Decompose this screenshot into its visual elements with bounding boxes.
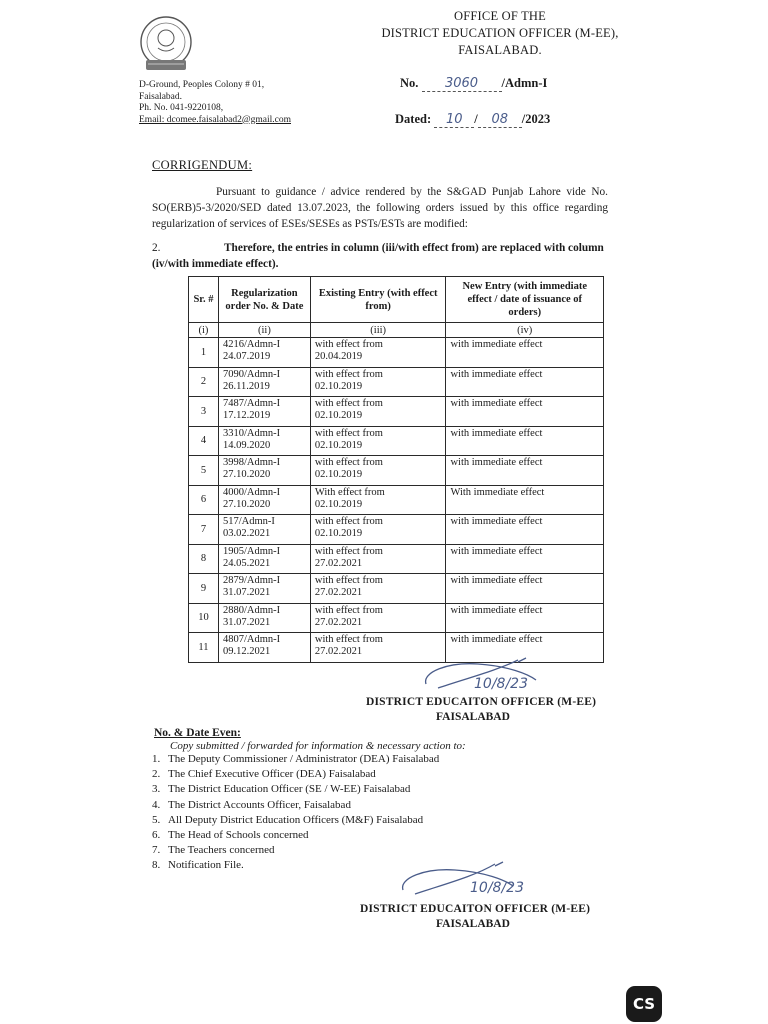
order-date: 31.07.2021 [222, 587, 271, 598]
cell-new [446, 544, 604, 574]
existing-entry: with effect from [314, 368, 383, 380]
cell-order [218, 338, 310, 368]
cell-sr: 8 [189, 544, 219, 574]
order-date: 17.12.2019 [222, 410, 271, 421]
order-date: 27.10.2020 [222, 498, 271, 510]
table-row [189, 338, 604, 368]
existing-date: 02.10.2019 [314, 410, 363, 421]
cell-existing [310, 338, 446, 368]
cell-new [446, 603, 604, 633]
existing-entry: with effect from [314, 545, 383, 557]
order-date: 31.07.2021 [222, 616, 271, 628]
cell-new [446, 485, 604, 515]
cell-new [446, 338, 604, 368]
order-date: 24.05.2021 [222, 557, 271, 569]
column-header-new: New Entry (with immediate effect / date of issuance of orders) [446, 277, 604, 323]
signature-1-date: 10/8/23 [474, 676, 528, 692]
no-value: 3060 [422, 76, 502, 92]
paragraph-1: Pursuant to guidance / advice rendered by the S&GAD Punjab Lahore vide No. SO(ERB)5-3/2020/SED dated 13.07.2023, the following orders issued by this office regarding regularization of services of ESEs/SESEs as PSTs/ESTs are modified: [152, 186, 608, 230]
copy-list [152, 752, 439, 874]
table-row [189, 544, 604, 574]
existing-entry: with effect from [314, 575, 383, 586]
column-subheader: (iv) [446, 323, 604, 338]
cell-order [218, 485, 310, 515]
column-header-sr: Sr. # [189, 277, 219, 323]
table-row [189, 485, 604, 515]
table-row [189, 603, 604, 633]
table-row [189, 456, 604, 486]
list-item: 5. All Deputy District Education Officers (M&F) Faisalabad [152, 813, 424, 826]
cell-sr: 3 [189, 397, 219, 427]
column-header-existing: Existing Entry (with effect from) [310, 277, 446, 323]
list-item: 8. Notification File. [152, 859, 244, 872]
existing-date: 27.02.2021 [314, 557, 363, 569]
column-subheader: (iii) [310, 323, 446, 338]
new-entry: with immediate effect [450, 545, 543, 557]
cell-existing [310, 544, 446, 574]
cell-order [218, 397, 310, 427]
paragraph-2 [152, 240, 608, 272]
order-date: 26.11.2019 [222, 380, 270, 392]
new-entry: with immediate effect [450, 516, 543, 527]
cell-sr: 10 [189, 603, 219, 633]
cell-sr: 6 [189, 485, 219, 515]
order-number: 2880/Admn-I [222, 604, 281, 616]
list-item: 7. The Teachers concerned [152, 844, 275, 857]
office-heading [340, 8, 660, 59]
cell-order [218, 456, 310, 486]
order-date: 24.07.2019 [222, 351, 271, 362]
new-entry: with immediate effect [450, 575, 543, 586]
signature-1-title: DISTRICT EDUCAITON OFFICER (M-EE) [366, 696, 597, 708]
office-line: OFFICE OF THE [454, 9, 546, 23]
cell-new [446, 574, 604, 604]
new-entry: with immediate effect [450, 634, 543, 645]
order-date: 14.09.2020 [222, 439, 271, 451]
existing-date: 02.10.2019 [314, 528, 363, 539]
table-body [189, 338, 604, 663]
order-number: 7090/Admn-I [222, 368, 281, 380]
table-row [189, 574, 604, 604]
existing-entry: with effect from [314, 457, 383, 468]
cell-existing [310, 603, 446, 633]
cell-existing [310, 426, 446, 456]
reference-number [400, 76, 547, 92]
paragraph-number: 2. [152, 242, 161, 254]
existing-entry: with effect from [314, 427, 383, 439]
list-item: 6. The Head of Schools concerned [152, 829, 309, 842]
order-number: 4216/Admn-I [222, 339, 281, 350]
cell-order [218, 426, 310, 456]
existing-date: 27.02.2021 [314, 646, 363, 657]
cell-sr: 1 [189, 338, 219, 368]
no-suffix: /Admn-I [501, 76, 548, 90]
existing-date: 02.10.2019 [314, 439, 363, 451]
list-item: 2. The Chief Executive Officer (DEA) Faisalabad [152, 768, 376, 781]
office-line: FAISALABAD. [458, 43, 542, 57]
cell-order [218, 544, 310, 574]
existing-date: 02.10.2019 [314, 498, 363, 510]
address-line: Faisalabad. [139, 91, 183, 102]
existing-date: 27.02.2021 [314, 587, 363, 598]
cell-sr: 7 [189, 515, 219, 545]
cell-new [446, 515, 604, 545]
office-seal-logo [136, 14, 198, 78]
cell-existing [310, 397, 446, 427]
no-label: No. [400, 76, 419, 90]
office-line: DISTRICT EDUCATION OFFICER (M-EE), [381, 26, 619, 40]
list-item: 1. The Deputy Commissioner / Administrator (DEA) Faisalabad [152, 753, 440, 765]
table-row [189, 367, 604, 397]
order-number: 3310/Admn-I [222, 427, 281, 439]
cell-existing [310, 515, 446, 545]
cell-sr: 4 [189, 426, 219, 456]
cell-existing [310, 485, 446, 515]
list-item: 4. The District Accounts Officer, Faisalabad [152, 798, 351, 811]
cell-sr: 5 [189, 456, 219, 486]
cell-sr: 11 [189, 633, 219, 663]
cell-order [218, 633, 310, 663]
copy-note: Copy submitted / forwarded for information & necessary action to: [170, 740, 466, 752]
cell-order [218, 603, 310, 633]
cell-sr: 9 [189, 574, 219, 604]
cell-existing [310, 367, 446, 397]
order-number: 2879/Admn-I [222, 575, 281, 586]
existing-entry: with effect from [314, 634, 383, 645]
existing-entry: With effect from [314, 486, 385, 498]
existing-entry: with effect from [314, 604, 383, 616]
signature-2-city: FAISALABAD [436, 918, 510, 930]
existing-date: 02.10.2019 [314, 469, 363, 480]
existing-date: 02.10.2019 [314, 380, 363, 392]
order-number: 1905/Admn-I [222, 545, 281, 557]
cell-order [218, 574, 310, 604]
existing-entry: with effect from [314, 398, 383, 409]
new-entry: with immediate effect [450, 604, 543, 616]
existing-entry: with effect from [314, 516, 383, 527]
new-entry: with immediate effect [450, 368, 543, 380]
table-row [189, 397, 604, 427]
table-row [189, 515, 604, 545]
orders-table [188, 276, 604, 663]
column-subheader: (ii) [218, 323, 310, 338]
new-entry: with immediate effect [450, 398, 543, 409]
order-number: 3998/Admn-I [222, 457, 281, 468]
column-header-order: Regularization order No. & Date [218, 277, 310, 323]
order-date: 27.10.2020 [222, 469, 271, 480]
new-entry: with immediate effect [450, 457, 543, 468]
order-date: 03.02.2021 [222, 528, 271, 539]
address-line: Ph. No. 041-9220108, [139, 103, 224, 113]
date-month: 08 [478, 112, 522, 128]
no-date-even: No. & Date Even: [154, 727, 241, 739]
cell-order [218, 367, 310, 397]
address-line: D-Ground, Peoples Colony # 01, [139, 80, 265, 90]
office-address [139, 80, 291, 126]
signature-2-title: DISTRICT EDUCAITON OFFICER (M-EE) [360, 903, 591, 915]
existing-date: 27.02.2021 [314, 616, 363, 628]
order-number: 4807/Admn-I [222, 634, 281, 645]
cell-new [446, 397, 604, 427]
paragraph-2-text: Therefore, the entries in column (iii/with effect from) are replaced with column (iv/with immediate effect). [152, 242, 604, 270]
cell-order [218, 515, 310, 545]
order-number: 7487/Admn-I [222, 398, 281, 409]
signature-2-date: 10/8/23 [470, 880, 524, 896]
order-date: 09.12.2021 [222, 646, 271, 657]
existing-entry: with effect from [314, 339, 383, 350]
document-title: CORRIGENDUM: [152, 158, 253, 172]
cell-new [446, 426, 604, 456]
date-year: /2023 [521, 112, 551, 126]
column-subheader: (i) [189, 323, 219, 338]
order-number: 4000/Admn-I [222, 486, 281, 498]
cell-new [446, 367, 604, 397]
cell-existing [310, 574, 446, 604]
date-day: 10 [434, 112, 474, 128]
table-row [189, 426, 604, 456]
reference-date: Dated: 10 / 08 /2023 [395, 112, 551, 127]
list-item: 3. The District Education Officer (SE / W-EE) Faisalabad [152, 783, 411, 796]
cell-new [446, 456, 604, 486]
camscanner-badge: CS [626, 986, 662, 1022]
new-entry: With immediate effect [450, 486, 545, 498]
signature-1-city: FAISALABAD [436, 711, 510, 723]
order-number: 517/Admn-I [222, 516, 275, 527]
date-label: Dated: [395, 112, 432, 126]
existing-date: 20.04.2019 [314, 351, 363, 362]
cell-existing [310, 456, 446, 486]
new-entry: with immediate effect [450, 339, 543, 350]
cell-sr: 2 [189, 367, 219, 397]
address-email: Email: dcomee.faisalabad2@gmail.com [139, 114, 291, 125]
new-entry: with immediate effect [450, 427, 543, 439]
